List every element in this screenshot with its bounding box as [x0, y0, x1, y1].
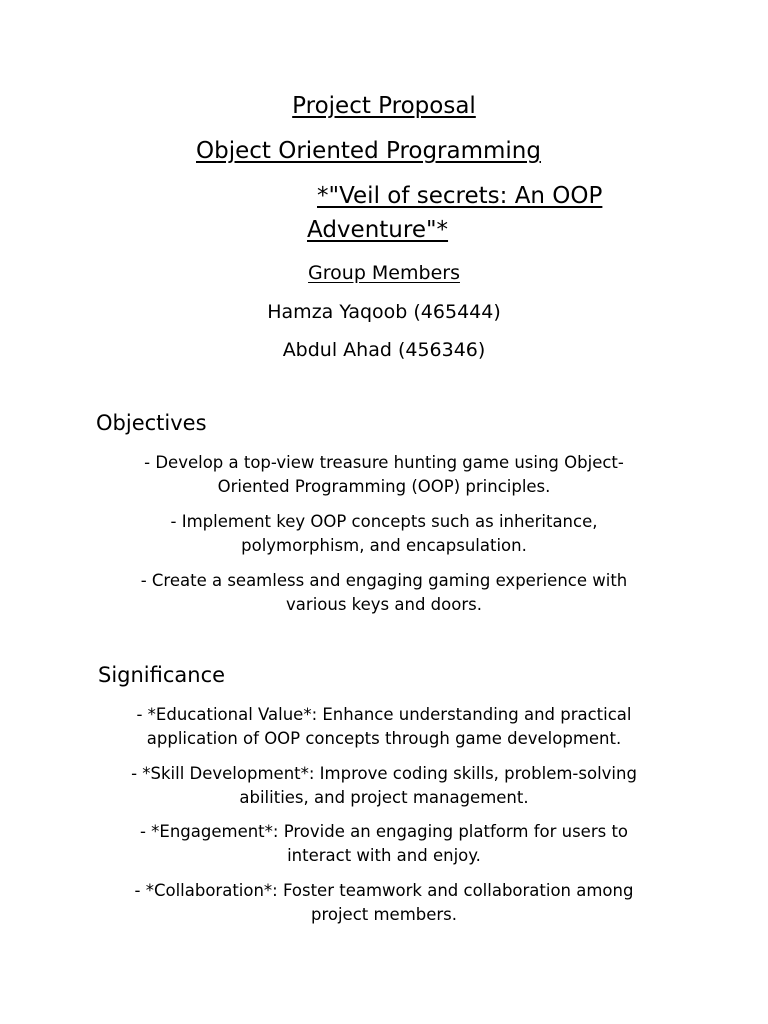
significance-line: - *Educational Value*: Enhance understanding and practical — [136, 705, 632, 724]
significance-item — [100, 820, 668, 868]
objectives-heading: Objectives — [96, 411, 207, 435]
group-member: Abdul Ahad (456346) — [282, 339, 486, 361]
significance-line: interact with and enjoy. — [287, 846, 481, 865]
objective-item — [100, 451, 668, 499]
objective-line: polymorphism, and encapsulation. — [241, 536, 527, 555]
significance-item — [100, 703, 668, 751]
objective-line: various keys and doors. — [286, 595, 482, 614]
significance-line: application of OOP concepts through game development. — [146, 729, 622, 748]
objective-line: Oriented Programming (OOP) principles. — [217, 477, 551, 496]
game-title-line2: Adventure"* — [307, 217, 449, 243]
objective-item — [100, 569, 668, 617]
objective-line: - Implement key OOP concepts such as inheritance, — [170, 512, 598, 531]
group-members-heading: Group Members — [308, 262, 460, 284]
significance-line: abilities, and project management. — [239, 788, 529, 807]
significance-line: - *Skill Development*: Improve coding skills, problem-solving — [131, 764, 637, 783]
significance-item — [100, 879, 668, 927]
course-title: Object Oriented Programming — [196, 138, 541, 164]
significance-heading: Significance — [98, 663, 226, 687]
objective-line: - Develop a top-view treasure hunting game using Object- — [144, 453, 624, 472]
page-title: Project Proposal — [292, 93, 476, 119]
group-member: Hamza Yaqoob (465444) — [267, 301, 501, 323]
objective-item — [100, 510, 668, 558]
significance-line: project members. — [310, 905, 458, 924]
significance-item — [100, 762, 668, 810]
significance-line: - *Engagement*: Provide an engaging platform for users to — [139, 822, 629, 841]
significance-line: - *Collaboration*: Foster teamwork and collaboration among — [134, 881, 634, 900]
objective-line: - Create a seamless and engaging gaming experience with — [140, 571, 628, 590]
game-title-line1: *"Veil of secrets: An OOP — [317, 183, 603, 209]
